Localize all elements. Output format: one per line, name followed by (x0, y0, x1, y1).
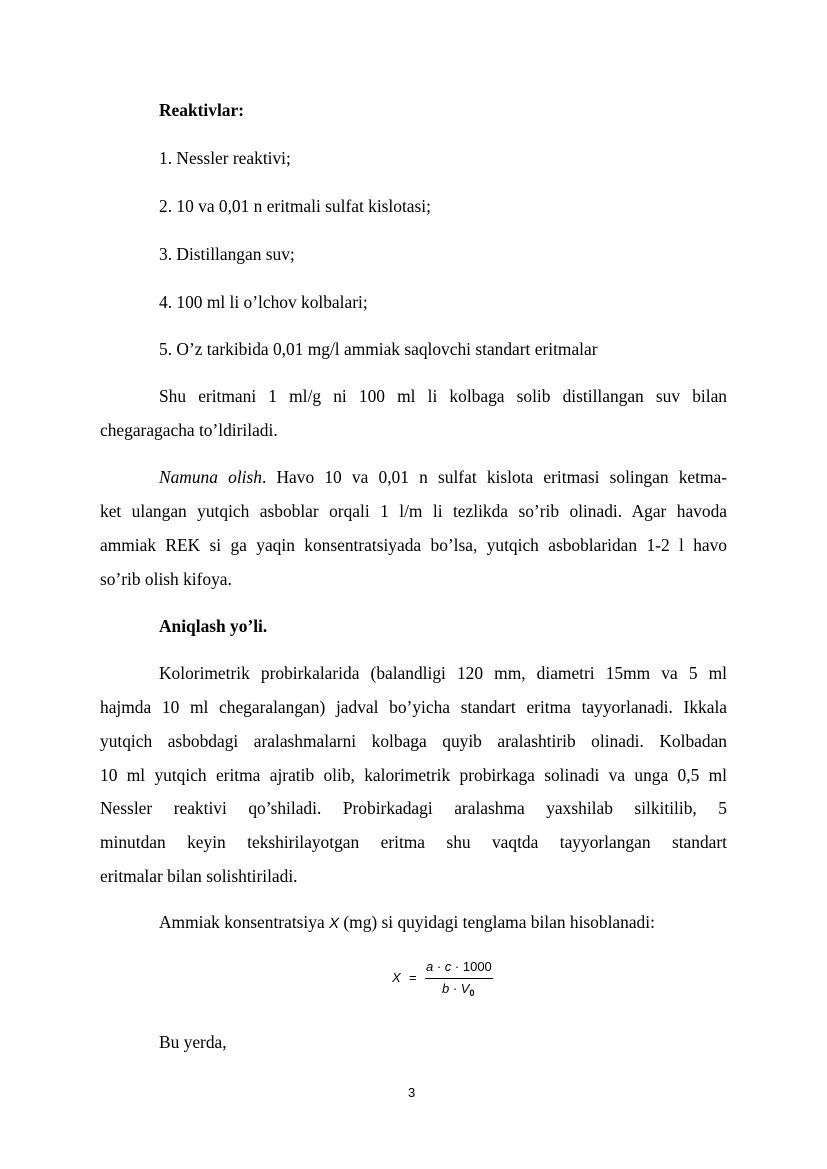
standard-paragraph-line: chegaragacha to’ldiriladi. (100, 420, 278, 440)
concentration-text-before: Ammiak konsentratsiya (159, 912, 330, 932)
method-paragraph-line: eritmalar bilan solishtiriladi. (100, 866, 298, 886)
formula-c: c (444, 959, 452, 974)
method-paragraph-line: Nessler reaktivi qo’shiladi. Probirkadagi aralashma yaxshilab silkitilib, 5 (100, 798, 727, 818)
fraction-bar (425, 978, 493, 979)
method-paragraph-line: 10 ml yutqich eritma ajratib olib, kalorimetrik probirkaga solinadi va unga 0,5 ml (100, 765, 727, 785)
formula-numerator (426, 959, 492, 974)
sample-title: Namuna olish (159, 467, 262, 487)
formula-a: a (426, 959, 434, 974)
sample-paragraph-line: ammiak REK si ga yaqin konsentratsiyada bo’lsa, yutqich asboblaridan 1-2 l havo (100, 535, 727, 555)
concentration-formula (392, 955, 496, 1003)
reagents-heading: Reaktivlar: (159, 100, 245, 120)
sample-paragraph-line: so’rib olish kifoya. (100, 569, 232, 589)
method-paragraph-line: yutqich asbobdagi aralashmalarni kolbaga quyib aralashtirib olinadi. Kolbadan (100, 731, 727, 751)
reagent-item-2: 2. 10 va 0,01 n eritmali sulfat kislotasi; (159, 196, 431, 216)
method-paragraph-line: hajmda 10 ml chegaralangan) jadval bo’yicha standart eritma tayyorlanadi. Ikkala (100, 697, 727, 717)
reagent-item-5: 5. O’z tarkibida 0,01 mg/l ammiak saqlovchi standart eritmalar (159, 339, 598, 359)
formula-1000: 1000 (462, 959, 492, 974)
formula-denominator (442, 981, 474, 996)
reagent-item-4: 4. 100 ml li o’lchov kolbalari; (159, 292, 368, 312)
method-paragraph-line: minutdan keyin tekshirilayotgan eritma shu vaqtda tayyorlangan standart (100, 832, 727, 852)
standard-paragraph-line: Shu eritmani 1 ml/g ni 100 ml li kolbaga solib distillangan suv bilan (159, 386, 727, 406)
formula-dot: · (451, 959, 463, 974)
reagent-item-3: 3. Distillangan suv; (159, 244, 295, 264)
concentration-variable: X (329, 915, 340, 932)
formula-dot: · (449, 981, 461, 996)
sample-paragraph-line (159, 467, 727, 487)
where-line: Bu yerda, (159, 1032, 227, 1052)
page-number: 3 (408, 1085, 416, 1100)
formula-v: V (460, 981, 470, 996)
concentration-line (159, 912, 655, 934)
formula-b: b (442, 981, 450, 996)
sample-paragraph-line: ket ulangan yutqich asboblar orqali 1 l/m li tezlikda so’rib olinadi. Agar havoda (100, 501, 727, 521)
sample-line-rest: . Havo 10 va 0,01 n sulfat kislota eritmasi solingan ketma- (261, 467, 728, 487)
formula-lhs: X (392, 970, 401, 985)
concentration-text-after: (mg) si quyidagi tenglama bilan hisoblanadi: (339, 912, 655, 932)
formula-v-subscript: 0 (469, 988, 475, 998)
method-heading: Aniqlash yo’li. (159, 616, 268, 636)
formula-dot: · (433, 959, 445, 974)
method-paragraph-line: Kolorimetrik probirkalarida (balandligi 120 mm, diametri 15mm va 5 ml (159, 663, 727, 683)
formula-equals: = (409, 970, 417, 985)
reagent-item-1: 1. Nessler reaktivi; (159, 148, 291, 168)
